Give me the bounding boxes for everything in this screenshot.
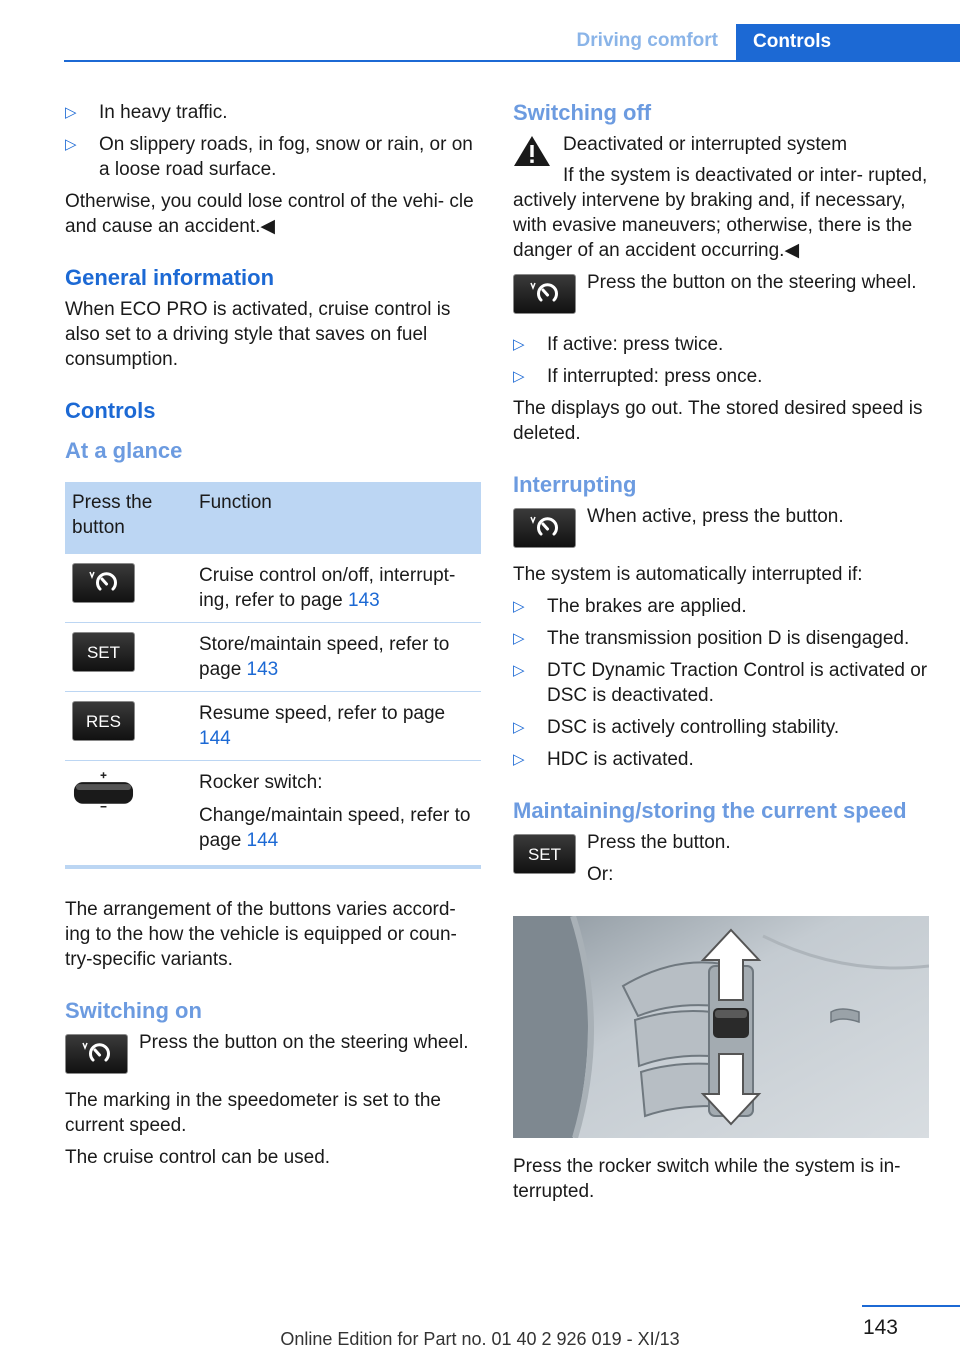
page-link[interactable]: 144 [246, 830, 279, 851]
set-instruction: SET Press the button. Or: [513, 830, 929, 890]
set-button-image: SET [72, 632, 135, 672]
triangle-bullet-icon: ▷ [513, 598, 525, 615]
warning-triangle-icon [513, 134, 551, 168]
rocker-instruction-text: Press the rocker switch while the system is in‐ terrupted. [513, 1156, 901, 1202]
maintaining-heading: Maintaining/storing the current speed [513, 798, 907, 823]
res-button-image: RES [72, 701, 135, 741]
arrangement-text: The arrangement of the buttons varies accord‐ ing to the how the vehicle is equipped or coun‐ try-specific variants. [65, 899, 457, 970]
cruise-control-button-image [513, 274, 576, 314]
right-column [513, 100, 929, 1211]
warning-end-text: Otherwise, you could lose control of the vehi‐ cle and cause an accident.◀ [65, 191, 474, 237]
at-a-glance-heading: At a glance [65, 438, 183, 463]
left-column [65, 100, 481, 1177]
cruise-icon [75, 1039, 119, 1069]
triangle-bullet-icon: ▷ [513, 751, 525, 768]
steering-wheel-rocker-photo [513, 916, 929, 1138]
list-item: ▷ On slippery roads, in fog, snow or rain, or on a loose road surface. [65, 134, 473, 180]
table-row: SET Store/maintain speed, refer to page 143 [65, 623, 481, 692]
list-item: ▷ The brakes are applied. [513, 596, 747, 617]
table-header-row [65, 482, 481, 554]
switching-off-heading: Switching off [513, 100, 652, 125]
controls-heading: Controls [65, 398, 156, 423]
header-chapter-tab: Controls [736, 24, 960, 62]
warning-block [513, 132, 929, 157]
triangle-bullet-icon: ▷ [513, 336, 525, 353]
general-information-heading: General information [65, 265, 275, 290]
rocker-switch-icon [72, 770, 135, 810]
list-item: ▷ DTC Dynamic Traction Control is activated or DSC is deactivated. [513, 660, 928, 706]
page-header [0, 24, 960, 62]
page-number: 143 [862, 1316, 898, 1339]
cruise-usable-text: The cruise control can be used. [65, 1147, 331, 1168]
triangle-bullet-icon: ▷ [65, 104, 77, 121]
warning-title: Deactivated or interrupted system [563, 134, 848, 155]
header-section-title: Driving comfort [576, 30, 718, 51]
rocker-switch-image [72, 770, 135, 810]
table-row: Rocker switch: Change/maintain speed, refer to page 144 [65, 761, 481, 868]
displays-text: The displays go out. The stored desired speed is deleted. [513, 398, 923, 444]
edition-footer: Online Edition for Part no. 01 40 2 926 019 - XI/13 [280, 1329, 680, 1349]
interrupt-instruction: When active, press the button. [513, 504, 929, 552]
triangle-bullet-icon: ▷ [65, 136, 77, 153]
triangle-bullet-icon: ▷ [513, 662, 525, 679]
list-item: ▷ If active: press twice. [513, 334, 724, 355]
page-link[interactable]: 143 [246, 659, 279, 680]
cruise-control-button-image [65, 1034, 128, 1074]
list-item: ▷ HDC is activated. [513, 749, 694, 770]
general-information-text: When ECO PRO is activated, cruise control is also set to a driving style that saves on fuel consumption. [65, 299, 451, 370]
switching-on-heading: Switching on [65, 998, 202, 1023]
steering-wheel-rocker-illustration [513, 916, 929, 1138]
switch-off-instruction: Press the button on the steering wheel. [513, 270, 929, 318]
triangle-bullet-icon: ▷ [513, 630, 525, 647]
triangle-bullet-icon: ▷ [513, 368, 525, 385]
footer-rule [862, 1305, 960, 1307]
cruise-control-button-image [72, 563, 135, 603]
list-item: ▷ DSC is actively controlling stability. [513, 717, 840, 738]
switch-on-instruction: Press the button on the steering wheel. [65, 1030, 481, 1078]
interrupting-heading: Interrupting [513, 472, 637, 497]
warning-text: If the system is deactivated or inter‐ rupted, actively intervene by braking and, if necessary, with evasive maneuvers; otherwise, there is the danger of an accident occurring.◀ [513, 165, 928, 261]
table-header-cell: Function [192, 482, 481, 554]
list-item: ▷ The transmission position D is disengaged. [513, 628, 910, 649]
list-item: ▷ If interrupted: press once. [513, 366, 763, 387]
table-row: RES Resume speed, refer to page 144 [65, 692, 481, 761]
page-link[interactable]: 144 [199, 728, 231, 749]
marking-text: The marking in the speedometer is set to the current speed. [65, 1090, 441, 1136]
auto-interrupt-text: The system is automatically interrupted if: [513, 564, 863, 585]
cruise-control-button-image [513, 508, 576, 548]
button-function-table [65, 482, 481, 869]
page-link[interactable]: 143 [347, 590, 380, 611]
set-button-image: SET [513, 834, 576, 874]
list-item: ▷ In heavy traffic. [65, 102, 228, 123]
table-row: Cruise control on/off, interrupt‐ ing, refer to page 143 [65, 554, 481, 623]
table-header-cell: Press the button [65, 482, 192, 554]
cruise-icon [82, 568, 126, 598]
cruise-icon [523, 513, 567, 543]
triangle-bullet-icon: ▷ [513, 719, 525, 736]
cruise-icon [523, 279, 567, 309]
